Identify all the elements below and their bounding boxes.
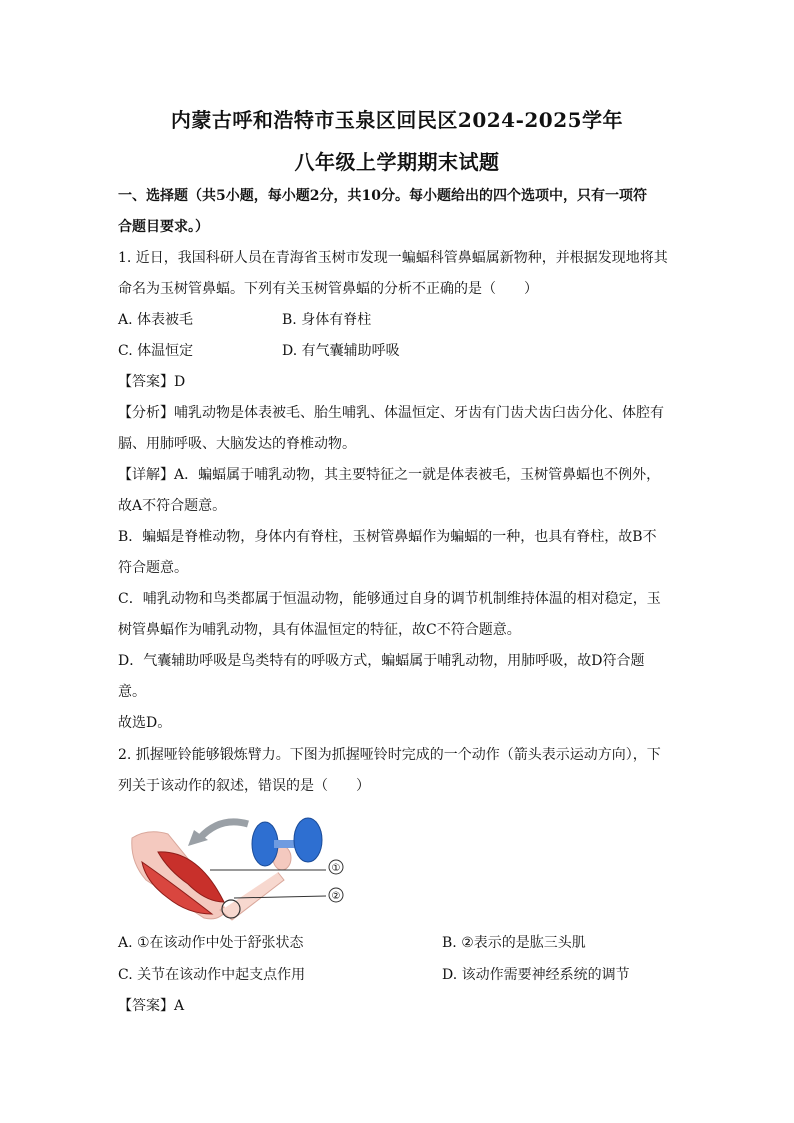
q1-detail-a: 【详解】A．蝙蝠属于哺乳动物，其主要特征之一就是体表被毛，玉树管鼻蝠也不例外，: [118, 467, 661, 483]
q1-detail-d-cont: 意。: [118, 684, 146, 700]
label1: ①: [331, 863, 341, 874]
q1-detail-c-cont: 树管鼻蝠作为哺乳动物，具有体温恒定的特征，故C不符合题意。: [118, 622, 521, 638]
q1-detail-b: B．蝙蝠是脊椎动物，身体内有脊柱，玉树管鼻蝠作为蝙蝠的一种，也具有脊柱，故B不: [118, 529, 657, 545]
q1-option-d: D. 有气囊辅助呼吸: [282, 343, 400, 359]
q1-stem: 1. 近日，我国科研人员在青海省玉树市发现一蝙蝠科管鼻蝠属新物种，并根据发现地将其: [118, 250, 668, 266]
q2-option-a: A. ①在该动作中处于舒张状态: [118, 935, 304, 951]
q1-detail-c: C．哺乳动物和鸟类都属于恒温动物，能够通过自身的调节机制维持体温的相对稳定，玉: [118, 591, 661, 607]
q1-detail-a-cont: 故A不符合题意。: [118, 498, 227, 514]
document-title-line2: 八年级上学期期末试题: [294, 150, 500, 174]
dumbbell-weight-right: [294, 818, 322, 862]
section-heading-cont: 合题目要求。）: [118, 219, 209, 235]
q2-stem: 2. 抓握哑铃能够锻炼臂力。下图为抓握哑铃时完成的一个动作（箭头表示运动方向），下: [118, 747, 661, 763]
q2-option-b: B. ②表示的是肱三头肌: [442, 935, 586, 951]
q1-stem-cont: 命名为玉树管鼻蝠。下列有关玉树管鼻蝠的分析不正确的是（ ）: [118, 281, 538, 297]
q1-detail-d: D．气囊辅助呼吸是鸟类特有的呼吸方式，蝙蝠属于哺乳动物，用肺呼吸，故D符合题: [118, 653, 645, 669]
q1-conclusion: 故选D。: [118, 715, 172, 731]
q1-option-a: A. 体表被毛: [118, 312, 194, 328]
q1-analysis: 【分析】哺乳动物是体表被毛、胎生哺乳、体温恒定、牙齿有门齿犬齿臼齿分化、体腔有: [118, 405, 664, 421]
q2-stem-cont: 列关于该动作的叙述，错误的是（ ）: [118, 778, 370, 794]
q2-answer: 【答案】A: [118, 998, 185, 1014]
section-heading: 一、选择题（共5小题，每小题2分，共10分。每小题给出的四个选项中，只有一项符: [118, 188, 647, 204]
document-title-line1: 内蒙古呼和浩特市玉泉区回民区2024-2025学年: [170, 108, 624, 132]
q1-analysis-cont: 膈、用肺呼吸、大脑发达的脊椎动物。: [118, 436, 356, 452]
q2-option-c: C. 关节在该动作中起支点作用: [118, 967, 306, 983]
q1-answer: 【答案】D: [118, 374, 186, 390]
q1-option-c: C. 体温恒定: [118, 343, 194, 359]
q1-option-b: B. 身体有脊柱: [282, 312, 372, 328]
label2: ②: [331, 891, 341, 902]
dumbbell-bar: [274, 840, 296, 848]
forearm: [220, 870, 284, 920]
q1-detail-b-cont: 符合题意。: [118, 560, 188, 576]
motion-arrow: [200, 822, 248, 838]
q2-option-d: D. 该动作需要神经系统的调节: [442, 967, 630, 983]
arm-dumbbell-figure: [128, 810, 358, 925]
